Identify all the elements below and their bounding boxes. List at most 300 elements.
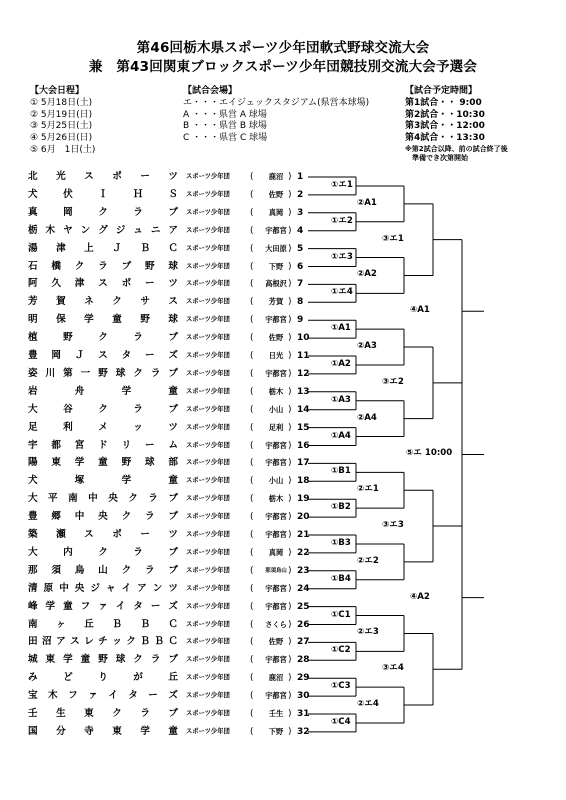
- team-name-char: 東: [45, 654, 56, 666]
- team-area: 高根沢: [265, 279, 287, 289]
- team-name-char: フ: [68, 690, 78, 702]
- paren-open: (: [250, 601, 254, 612]
- paren-close: ): [288, 386, 292, 397]
- team-name-char: 足: [28, 421, 38, 433]
- match-label-r2: ②エ2: [357, 555, 379, 566]
- team-name-char: 沼: [42, 636, 52, 648]
- match-label-r2: ②A3: [357, 341, 377, 352]
- team-name-char: 伏: [63, 188, 73, 200]
- team-name-char: ッ: [112, 636, 122, 648]
- paren-close: ): [288, 261, 292, 272]
- team-name-char: 犬: [28, 188, 38, 200]
- team-name-char: 学: [84, 314, 94, 326]
- team-type: スポーツ少年団: [186, 190, 230, 198]
- team-area: 足利: [268, 422, 284, 432]
- team-number: 31: [297, 709, 310, 719]
- team-name-char: ア: [168, 224, 178, 236]
- team-name-char: 豊: [28, 511, 38, 523]
- team-name-char: 清: [28, 582, 38, 594]
- venue-item: A ・・・県営 A 球場: [183, 109, 267, 120]
- team-area: 小山: [268, 476, 284, 486]
- time-item: 第3試合・・12:00: [405, 121, 485, 132]
- team-type: スポーツ少年団: [186, 352, 230, 359]
- team-type: スポーツ少年団: [186, 548, 230, 556]
- team-type: スポーツ少年団: [186, 334, 230, 342]
- paren-open: (: [250, 512, 254, 523]
- team-name-char: Ｈ: [133, 188, 143, 200]
- team-name-char: 部: [168, 457, 178, 469]
- team-name-char: ブ: [168, 332, 178, 344]
- team-name-char: 童: [112, 314, 122, 326]
- paren-close: ): [288, 530, 292, 540]
- match-label-r1: ①B3: [331, 537, 351, 548]
- venue-item: B ・・・県営 B 球場: [183, 121, 267, 132]
- team-name-char: ク: [121, 564, 132, 576]
- team-name-char: 津: [74, 278, 85, 290]
- team-name-char: ポ: [112, 171, 122, 182]
- paren-open: (: [250, 368, 254, 379]
- match-label-r1: ①A4: [331, 430, 351, 441]
- team-name-char: ブ: [168, 654, 178, 666]
- schedule-item: ⑤ 6月 1日(土): [30, 144, 96, 155]
- team-name-char: 童: [98, 457, 108, 469]
- team-name-char: フ: [80, 600, 91, 612]
- team-name-char: 童: [80, 654, 91, 666]
- venue-item: C ・・・県営 C 球場: [183, 133, 268, 144]
- team-name-char: ー: [144, 439, 155, 451]
- team-name-char: ー: [150, 600, 161, 612]
- team-name-char: ス: [98, 278, 108, 290]
- team-name-char: ズ: [168, 350, 178, 361]
- match-label-r1: ①B2: [331, 502, 351, 513]
- team-name-char: 郷: [51, 511, 61, 523]
- team-number: 3: [297, 207, 304, 218]
- match-label-r2: ②エ1: [357, 484, 379, 495]
- match-label-r3: ③エ3: [382, 520, 404, 531]
- team-name-char: ク: [112, 296, 122, 308]
- team-name-char: ン: [80, 224, 91, 236]
- team-name-char: サ: [140, 296, 150, 308]
- team-name-char: み: [28, 672, 38, 684]
- team-name-char: ニ: [150, 224, 161, 236]
- paren-open: (: [250, 565, 254, 576]
- team-name-char: 芳: [28, 296, 38, 308]
- match-label-r1: ①エ4: [331, 287, 353, 298]
- team-name-char: ブ: [168, 367, 178, 379]
- team-name-char: 賀: [56, 296, 66, 308]
- match-label-r1: ①C2: [331, 645, 351, 656]
- team-name-char: 築: [28, 529, 38, 540]
- team-name-char: 野: [98, 654, 108, 666]
- team-name-char: ヤ: [63, 224, 73, 236]
- team-type: スポーツ少年団: [186, 513, 230, 521]
- team-name-char: ア: [137, 582, 147, 594]
- team-name-char: 塚: [74, 475, 85, 487]
- team-number: 22: [297, 547, 310, 558]
- team-area: 宇都宮: [265, 458, 287, 468]
- team-name-char: ツ: [168, 421, 178, 433]
- team-name-char: 橋: [51, 260, 61, 272]
- paren-close: ): [288, 601, 292, 612]
- venues-heading: 【試合会場】: [183, 86, 238, 96]
- paren-open: (: [250, 351, 254, 361]
- team-number: 8: [297, 297, 304, 308]
- team-name-char: 峰: [28, 600, 38, 612]
- team-area: さくら: [265, 619, 287, 629]
- team-name-char: Ｃ: [168, 618, 178, 630]
- paren-open: (: [250, 315, 254, 326]
- times-heading: 【試合予定時間】: [405, 86, 478, 96]
- team-name-char: 平: [48, 493, 58, 505]
- time-item: 第4試合・・13:30: [405, 133, 485, 144]
- team-number: 7: [297, 279, 304, 290]
- team-name-char: ラ: [133, 403, 143, 415]
- match-label-r1: ①エ3: [331, 251, 353, 262]
- team-number: 6: [297, 261, 304, 272]
- paren-open: (: [250, 583, 254, 594]
- team-name-char: 学: [74, 457, 85, 469]
- paren-open: (: [250, 619, 254, 630]
- team-name-char: 中: [59, 582, 69, 594]
- team-area: 宇都宮: [265, 512, 287, 522]
- team-name-char: 大: [28, 493, 38, 505]
- team-name-char: 野: [140, 314, 150, 326]
- team-name-char: ラ: [150, 367, 161, 379]
- paren-close: ): [288, 565, 292, 576]
- paren-open: (: [250, 709, 254, 719]
- team-name-char: 野: [63, 332, 73, 344]
- team-number: 18: [297, 476, 310, 487]
- team-name-char: 丘: [84, 618, 94, 630]
- team-number: 24: [297, 583, 310, 594]
- paren-open: (: [250, 637, 254, 648]
- team-area: 鹿沼: [268, 172, 284, 181]
- team-name-char: ブ: [168, 564, 178, 576]
- paren-open: (: [250, 386, 254, 397]
- title-line-2: 兼 第43回関東ブロックスポーツ少年団競技別交流大会予選会: [88, 59, 478, 75]
- team-name-char: ど: [63, 672, 73, 684]
- paren-close: ): [288, 619, 292, 630]
- paren-open: (: [250, 530, 254, 540]
- team-name-char: ー: [140, 529, 150, 540]
- team-name-char: Ｃ: [168, 636, 178, 648]
- team-name-char: Ｊ: [74, 350, 85, 361]
- team-name-char: 城: [28, 654, 38, 666]
- team-name-char: Ｂ: [154, 636, 164, 648]
- team-name-char: リ: [121, 439, 132, 451]
- team-number: 23: [297, 565, 310, 576]
- team-name-char: ポ: [112, 529, 122, 540]
- team-name-char: 舟: [74, 385, 85, 397]
- team-name-char: ー: [144, 350, 155, 361]
- team-area: 壬生: [268, 709, 284, 718]
- paren-close: ): [288, 440, 292, 451]
- team-type: スポーツ少年団: [186, 602, 230, 610]
- paren-open: (: [250, 655, 254, 666]
- match-label-r2: ②エ3: [357, 627, 379, 638]
- team-name-char: 分: [56, 725, 66, 737]
- paren-close: ): [288, 422, 292, 433]
- team-number: 19: [297, 494, 310, 505]
- team-name-char: ャ: [105, 582, 116, 594]
- team-number: 29: [297, 673, 310, 684]
- paren-open: (: [250, 225, 254, 236]
- team-name-char: ブ: [168, 206, 178, 218]
- team-name-char: 田: [28, 636, 38, 648]
- team-number: 32: [297, 726, 310, 737]
- team-area: 佐野: [268, 637, 284, 647]
- team-name-char: 真: [28, 206, 38, 218]
- team-name-char: 第: [63, 367, 73, 379]
- team-number: 25: [297, 601, 310, 612]
- team-name-char: 童: [168, 725, 178, 737]
- team-name-char: ク: [98, 403, 108, 415]
- team-area: 下野: [268, 261, 284, 271]
- match-label-r3: ③エ2: [382, 376, 404, 387]
- team-area: 鹿沼: [268, 673, 284, 683]
- paren-close: ): [288, 351, 292, 361]
- team-name-char: 央: [108, 493, 118, 505]
- match-label-r4: ④A2: [410, 591, 430, 602]
- match-label-r3: ③エ1: [382, 233, 404, 244]
- team-area: 佐野: [268, 333, 284, 343]
- team-name-char: ー: [144, 278, 155, 290]
- team-name-char: 大: [28, 546, 38, 558]
- team-area: 佐野: [268, 189, 284, 199]
- match-label-r1: ①B1: [331, 466, 351, 477]
- paren-close: ): [288, 297, 292, 308]
- team-name-char: ク: [128, 493, 138, 505]
- team-name-char: Ｂ: [140, 242, 150, 254]
- team-type: スポーツ少年団: [186, 244, 230, 252]
- team-name-char: ジ: [90, 582, 100, 594]
- team-name-char: 学: [140, 725, 150, 737]
- team-type: スポーツ少年団: [186, 477, 230, 485]
- time-item: 第1試合・・ 9:00: [405, 97, 482, 108]
- team-name-char: 大: [28, 403, 38, 415]
- team-name-char: 瀬: [56, 529, 66, 540]
- team-name-char: 岡: [63, 206, 73, 218]
- team-name-char: 一: [80, 367, 91, 379]
- team-name-char: ァ: [88, 690, 98, 702]
- team-number: 15: [297, 422, 310, 433]
- team-name-char: ア: [56, 636, 66, 648]
- team-name-char: ク: [98, 332, 108, 344]
- team-type: スポーツ少年団: [186, 638, 230, 646]
- team-name-char: ブ: [168, 493, 178, 505]
- team-name-char: 南: [28, 618, 38, 630]
- team-number: 20: [297, 512, 310, 523]
- team-name-char: 上: [84, 242, 94, 254]
- schedule-item: ③ 5月25日(土): [30, 121, 93, 132]
- team-name-char: ブ: [168, 403, 178, 415]
- team-number: 4: [297, 225, 304, 236]
- team-name-char: 明: [28, 314, 38, 326]
- team-type: スポーツ少年団: [186, 226, 230, 234]
- paren-close: ): [288, 189, 292, 200]
- team-area: 宇都宮: [265, 530, 287, 539]
- paren-close: ): [288, 512, 292, 523]
- paren-open: (: [250, 726, 254, 737]
- team-name-char: ブ: [168, 546, 178, 558]
- final-match-label: ⑤エ 10:00: [406, 448, 453, 459]
- team-name-char: ラ: [133, 332, 143, 344]
- team-name-char: 岩: [28, 385, 38, 397]
- team-number: 11: [297, 351, 310, 361]
- team-name-char: 童: [63, 600, 73, 612]
- team-type: スポーツ少年団: [186, 173, 230, 180]
- team-name-char: ツ: [168, 529, 178, 540]
- team-area: 真岡: [268, 207, 284, 217]
- team-type: スポーツ少年団: [186, 495, 230, 503]
- team-number: 1: [297, 172, 304, 182]
- team-name-char: 保: [56, 314, 66, 326]
- team-type: スポーツ少年団: [186, 405, 230, 413]
- paren-close: ): [288, 404, 292, 415]
- team-name-char: ズ: [168, 690, 178, 702]
- team-name-char: 学: [121, 475, 132, 487]
- paren-close: ): [288, 279, 292, 290]
- match-label-r1: ①A1: [331, 323, 351, 334]
- match-label-r2: ②A2: [357, 269, 377, 280]
- team-name-char: 球: [115, 654, 126, 666]
- paren-open: (: [250, 476, 254, 487]
- paren-close: ): [288, 673, 292, 684]
- match-label-r1: ①エ2: [331, 215, 353, 226]
- team-name-char: Ｃ: [168, 242, 178, 254]
- team-name-char: ツ: [168, 278, 178, 290]
- team-name-char: 犬: [28, 475, 38, 487]
- team-name-char: ュ: [133, 224, 143, 236]
- team-name-char: ジ: [115, 224, 126, 236]
- team-number: 2: [297, 189, 304, 200]
- team-name-char: ポ: [121, 278, 132, 290]
- match-label-r2: ②A4: [357, 412, 377, 423]
- team-name-char: ラ: [144, 511, 155, 523]
- team-name-char: 丘: [168, 672, 178, 684]
- team-name-char: ラ: [140, 708, 150, 719]
- team-number: 12: [297, 368, 310, 379]
- team-name-char: レ: [84, 636, 94, 648]
- team-name-char: タ: [133, 600, 143, 612]
- team-name-char: ス: [84, 529, 94, 540]
- team-name-char: 那: [28, 564, 38, 576]
- team-name-char: 壬: [28, 708, 38, 719]
- team-name-char: 宇: [28, 439, 38, 451]
- team-area: 栃木: [268, 386, 284, 396]
- team-name-char: 原: [43, 582, 54, 594]
- team-name-char: ク: [133, 654, 143, 666]
- team-area: 芳賀: [268, 297, 284, 307]
- paren-open: (: [250, 189, 254, 200]
- team-name-char: ズ: [168, 600, 178, 612]
- team-name-char: 中: [88, 493, 98, 505]
- match-label-r1: ①C4: [331, 716, 351, 727]
- team-name-char: ブ: [121, 260, 132, 272]
- team-name-char: ブ: [168, 511, 178, 523]
- team-type: スポーツ少年団: [186, 441, 230, 449]
- team-name-char: ス: [70, 636, 80, 648]
- team-name-char: Ｊ: [112, 242, 122, 254]
- paren-close: ): [288, 172, 292, 182]
- paren-close: ): [288, 243, 292, 254]
- times-note-2: 準備でき次第開始: [405, 153, 468, 162]
- team-name-char: ツ: [168, 582, 178, 594]
- time-item: 第2試合・・10:30: [405, 109, 485, 120]
- team-name-char: 北: [28, 171, 38, 182]
- team-name-char: Ｂ: [112, 618, 122, 630]
- team-type: スポーツ少年団: [186, 674, 230, 682]
- team-name-char: 国: [28, 725, 38, 737]
- paren-close: ): [288, 691, 292, 702]
- team-name-char: ク: [98, 546, 108, 558]
- paren-open: (: [250, 279, 254, 290]
- team-type: スポーツ少年団: [186, 692, 230, 700]
- team-area: 宇都宮: [265, 691, 287, 701]
- team-name-char: 東: [84, 708, 94, 719]
- team-name-char: ク: [121, 511, 132, 523]
- team-name-char: ァ: [98, 600, 108, 612]
- paren-open: (: [250, 422, 254, 433]
- times-note-1: ※第2試合以降、前の試合終了後: [405, 144, 508, 153]
- team-type: スポーツ少年団: [186, 369, 230, 377]
- paren-close: ): [288, 368, 292, 379]
- team-name-char: 豊: [28, 350, 38, 361]
- schedule-item: ② 5月19日(日): [30, 109, 93, 120]
- team-name-char: ッ: [133, 421, 143, 433]
- team-name-char: 童: [168, 385, 178, 397]
- team-name-char: チ: [98, 636, 108, 648]
- team-name-char: ク: [74, 260, 85, 272]
- title-line-1: 第46回栃木県スポーツ少年団軟式野球交流大会: [136, 40, 430, 56]
- match-label-r2: ②A1: [357, 197, 377, 208]
- team-area: 小山: [268, 404, 284, 414]
- team-name-char: 川: [45, 367, 56, 379]
- team-name-char: 湯: [28, 242, 38, 254]
- paren-open: (: [250, 243, 254, 254]
- team-name-char: 学: [63, 654, 73, 666]
- team-name-char: ム: [168, 439, 178, 451]
- paren-open: (: [250, 458, 254, 469]
- team-name-char: 岡: [51, 350, 61, 361]
- team-name-char: メ: [98, 421, 108, 433]
- team-type: スポーツ少年団: [186, 620, 230, 628]
- match-label-r1: ①C3: [331, 681, 351, 692]
- team-type: スポーツ少年団: [186, 280, 230, 288]
- paren-open: (: [250, 404, 254, 415]
- team-name-char: ラ: [98, 260, 108, 272]
- team-name-char: ー: [140, 171, 150, 182]
- team-name-char: 光: [56, 171, 66, 182]
- paren-close: ): [288, 315, 292, 326]
- team-name-char: イ: [108, 690, 118, 702]
- team-area: 宇都宮: [265, 601, 287, 611]
- team-name-char: 須: [51, 564, 61, 576]
- team-type: スポーツ少年団: [186, 656, 230, 664]
- team-name-char: ク: [126, 636, 136, 648]
- team-name-char: 球: [115, 367, 126, 379]
- team-type: スポーツ少年団: [186, 208, 230, 216]
- team-area: 下野: [268, 726, 284, 736]
- paren-open: (: [250, 297, 254, 308]
- team-number: 16: [297, 440, 310, 451]
- team-type: スポーツ少年団: [186, 531, 230, 538]
- team-name-char: 東: [51, 457, 61, 469]
- schedule-item: ④ 5月26日(日): [30, 133, 93, 144]
- team-name-char: 石: [28, 260, 38, 272]
- team-name-char: 姿: [28, 367, 38, 379]
- team-name-char: ク: [98, 206, 108, 218]
